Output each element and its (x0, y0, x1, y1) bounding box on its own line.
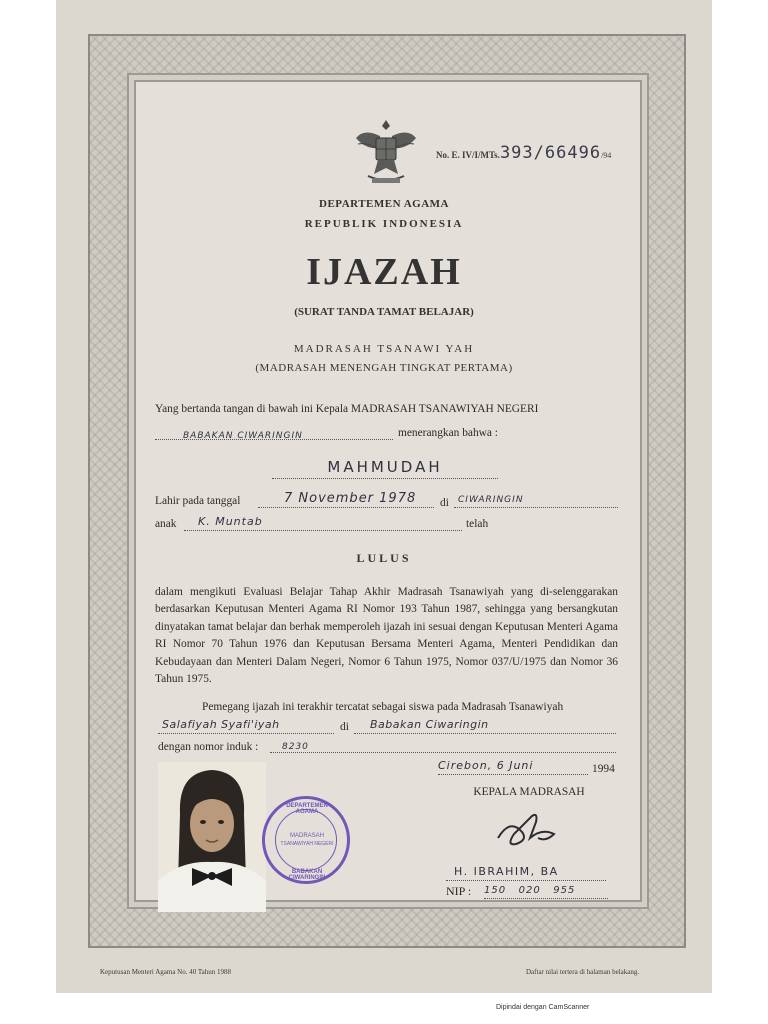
child-label: anak (155, 518, 177, 530)
footer-left: Keputusan Menteri Agama No. 40 Tahun 1988 (100, 968, 231, 976)
birth-date: 7 November 1978 (284, 491, 417, 506)
birth-place-field (454, 489, 618, 508)
student-name: MAHMUDAH (327, 458, 443, 476)
place-date: Cirebon, 6 Juni (438, 759, 534, 772)
induk-field (270, 736, 616, 753)
department-heading: DEPARTEMEN AGAMA (319, 198, 449, 210)
student-name-field (272, 458, 498, 479)
result-heading: LULUS (356, 551, 412, 565)
nip-number: 150 020 955 (484, 885, 576, 896)
stamp-inner-ring (275, 809, 337, 871)
birth-at-label: di (440, 497, 449, 509)
stamp-mid2-text: TSANAWIYAH NEGERI (280, 841, 334, 847)
doc-number-suffix: /94 (601, 151, 612, 160)
birth-date-field (258, 489, 434, 508)
official-stamp (262, 796, 350, 884)
holder-line: Pemegang ijazah ini terakhir tercatat sebagai siswa pada Madrasah Tsanawiyah (202, 701, 564, 713)
has-label: telah (466, 518, 489, 530)
signer-name-field (446, 862, 606, 881)
place-date-field (438, 756, 588, 775)
page-title: IJAZAH (306, 251, 462, 293)
republic-heading: REPUBLIK INDONESIA (304, 218, 464, 230)
school-name-field (155, 425, 393, 440)
decision-paragraph: dalam mengikuti Evaluasi Belajar Tahap Akhir Madrasah Tsanawiyah yang di-selenggarakan berdasarkan Keputusan Menteri Agama RI Nomor 193 Tahun 1987, sehingga yang bersangkutan dinyatakan tamat belajar dan berhak memperoleh ijazah ini sesuai dengan Keputusan Menteri Agama RI Nomor 70 Tahun 1976 dan Keputusan Bersama Menteri Agama, Menteri Pendidikan dan Kebudayaan dan Menteri Dalam Negeri, Nomor 6 Tahun 1975, Nomor 037/U/1975 dan Nomor 36 Tahun 1975. (155, 586, 618, 686)
last-school-field (158, 715, 334, 734)
student-photo (158, 762, 266, 912)
born-label: Lahir pada tanggal (155, 495, 241, 507)
signer-title: KEPALA MADRASAH (473, 786, 585, 798)
school-at-label: di (340, 721, 349, 733)
parent-name: K. Muntab (198, 515, 263, 528)
induk-number: 8230 (282, 742, 309, 752)
school-type-sub: (MADRASAH MENENGAH TINGKAT PERTAMA) (255, 362, 513, 374)
school-location-field (354, 715, 616, 734)
school-type: MADRASAH TSANAWI YAH (293, 343, 475, 355)
school-location: Babakan Ciwaringin (370, 718, 489, 731)
doc-number-label: No. E. IV/I/MTs. (436, 150, 500, 160)
stamp-mid1-text: MADRASAH (289, 833, 324, 839)
signature-scribble-icon (492, 808, 562, 856)
nip-label: NIP : (446, 884, 472, 898)
signer-name: H. IBRAHIM, BA (454, 865, 559, 878)
stamp-top-text: DEPARTEMEN AGAMA (286, 803, 328, 815)
birth-place: CIWARINGIN (458, 495, 524, 505)
scanner-watermark: Dipindai dengan CamScanner (496, 1004, 590, 1011)
page-subtitle: (SURAT TANDA TAMAT BELAJAR) (294, 306, 474, 318)
footer-right: Daftar nilai tertera di halaman belakang. (526, 968, 640, 976)
last-school: Salafiyah Syafi'iyah (162, 718, 280, 731)
induk-label: dengan nomor induk : (158, 741, 259, 753)
declares-label: menerangkan bahwa : (398, 427, 498, 439)
nip-field (484, 880, 608, 899)
parent-field (184, 512, 462, 531)
stamp-bottom-text: BABAKAN CIWARINGIN (288, 869, 326, 881)
intro-line: Yang bertanda tangan di bawah ini Kepala MADRASAH TSANAWIYAH NEGERI (155, 403, 539, 415)
document-number (436, 143, 611, 163)
school-name-value: BABAKAN CIWARINGIN (183, 431, 303, 441)
sign-year: 1994 (592, 763, 615, 775)
doc-number-value: 393/66496 (499, 143, 602, 163)
garuda-emblem-icon (350, 114, 422, 190)
